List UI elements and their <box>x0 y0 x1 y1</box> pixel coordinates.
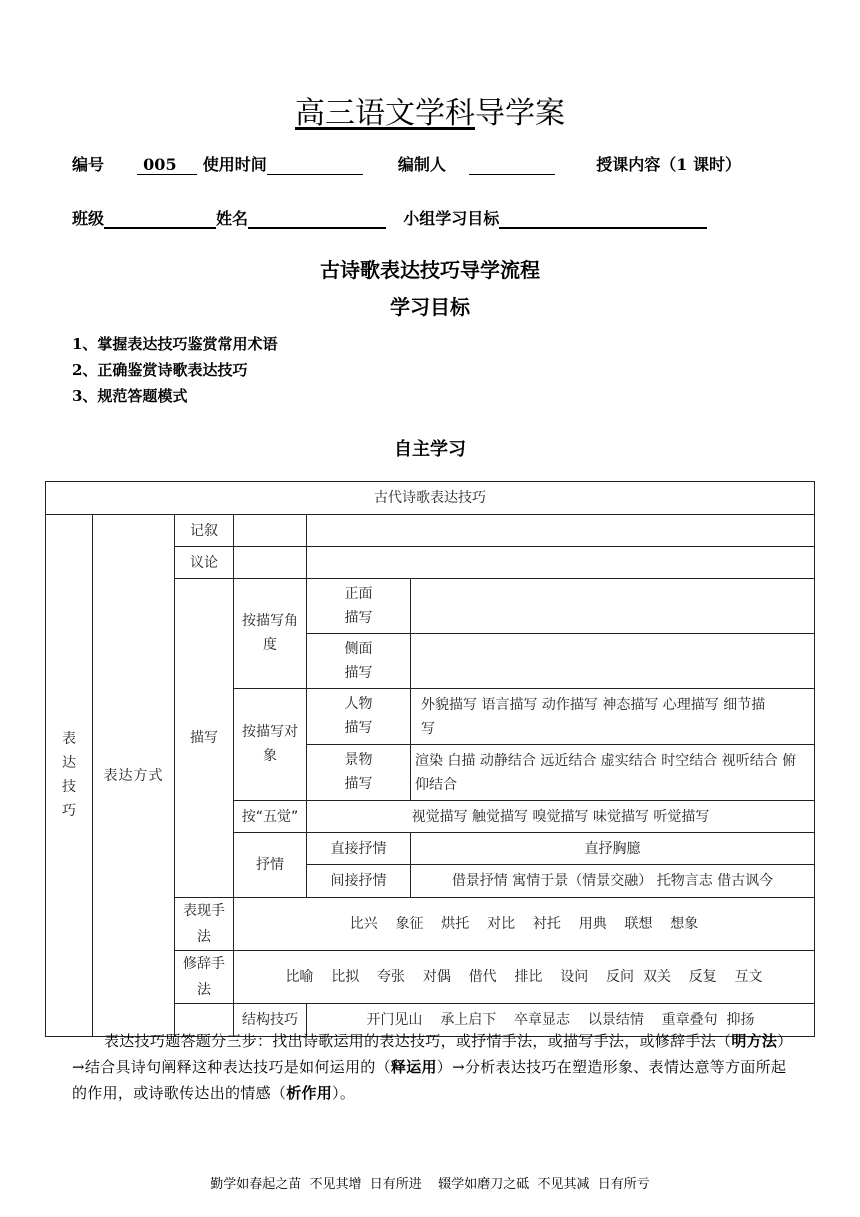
goal-item: 3、规范答题模式 <box>72 387 188 405</box>
title-rest: 导学案 <box>475 96 565 131</box>
title-underlined: 高三语文学科 <box>295 96 475 131</box>
class-label: 班级 <box>72 209 105 228</box>
number-value: 005 <box>137 155 197 175</box>
narration-cell: 记叙 <box>175 515 234 547</box>
paragraph-keyword: 释运用 <box>390 1058 437 1076</box>
character-desc-content: 外貌描写 语言描写 动作描写 神态描写 心理描写 细节描写 <box>411 689 815 745</box>
time-label: 使用时间 <box>202 155 267 174</box>
goal-item: 1、掌握表达技巧鉴赏常用术语 <box>72 335 278 353</box>
structure-content: 开门见山 承上启下 卒章显志 以景结情 重章叠句 抑扬 <box>307 1004 815 1037</box>
expression-techniques-cell: 表现手法 <box>175 898 234 951</box>
scenery-desc-content: 渲染 白描 动静结合 远近结合 虚实结合 时空结合 视听结合 俯仰结合 <box>411 745 815 801</box>
number-label: 编号 <box>72 155 105 174</box>
direct-lyric-content: 直抒胸臆 <box>411 833 815 865</box>
lyric-cell: 抒情 <box>234 833 307 898</box>
paragraph-keyword: 明方法 <box>731 1032 778 1050</box>
name-label: 姓名 <box>216 209 249 228</box>
direct-lyric-cell: 直接抒情 <box>307 833 411 865</box>
rhetoric-content: 比喻 比拟 夸张 对偶 借代 排比 设问 反问 双关 反复 互文 <box>234 951 815 1004</box>
by-object-label: 按描写对象 <box>242 724 298 764</box>
indirect-lyric-content: 借景抒情 寓情于景（情景交融） 托物言志 借古讽今 <box>411 865 815 898</box>
by-angle-cell <box>234 579 307 689</box>
time-blank[interactable] <box>267 156 363 175</box>
front-desc-content <box>411 579 815 634</box>
front-desc-label: 正面描写 <box>344 585 373 626</box>
editor-blank[interactable] <box>469 156 555 175</box>
scenery-desc-label: 景物描写 <box>344 752 373 792</box>
paragraph-text: 表达技巧题答题分三步：找出诗歌运用的表达技巧，或抒情手法，或描写手法，或修辞手法（ <box>104 1032 732 1050</box>
page-title <box>0 88 860 132</box>
root-label: 表达技巧 <box>62 731 76 819</box>
side-desc-content <box>411 634 815 689</box>
name-blank[interactable] <box>248 209 386 229</box>
meta-line-1 <box>72 152 741 175</box>
paragraph-text: ）。 <box>332 1084 356 1102</box>
goal-item: 2、正确鉴赏诗歌表达技巧 <box>72 361 248 379</box>
table-header: 古代诗歌表达技巧 <box>46 482 815 515</box>
paragraph-keyword: 析作用 <box>286 1084 333 1102</box>
rhetoric-cell: 修辞手法 <box>175 951 234 1004</box>
by-object-cell <box>234 689 307 801</box>
root-cell <box>46 515 93 1037</box>
scenery-desc-cell <box>307 745 411 801</box>
self-study-heading: 自主学习 <box>394 439 466 460</box>
by-angle-label: 按描写角度 <box>242 613 298 653</box>
goals-heading: 学习目标 <box>390 295 470 319</box>
front-desc-cell <box>307 579 411 634</box>
side-desc-cell <box>307 634 411 689</box>
five-senses-content: 视觉描写 触觉描写 嗅觉描写 味觉描写 听觉描写 <box>307 801 815 833</box>
side-desc-label: 侧面描写 <box>344 640 373 681</box>
editor-label: 编制人 <box>397 155 446 174</box>
content-label: 授课内容（1 课时） <box>596 155 741 174</box>
character-desc-label: 人物描写 <box>344 696 373 736</box>
five-senses-cell: 按“五觉” <box>234 801 307 833</box>
structure-cell: 结构技巧 <box>234 1004 307 1037</box>
group-label: 小组学习目标 <box>403 209 500 228</box>
expression-techniques-content: 比兴 象征 烘托 对比 衬托 用典 联想 想象 <box>234 898 815 951</box>
description-cell: 描写 <box>175 579 234 898</box>
answer-method-paragraph <box>72 1028 790 1106</box>
expression-methods-cell: 表达方式 <box>93 515 175 1037</box>
meta-line-2 <box>72 206 707 229</box>
narration-blank <box>234 515 307 547</box>
argument-blank <box>234 547 307 579</box>
techniques-table <box>45 481 815 1037</box>
argument-content <box>307 547 815 579</box>
paragraph-text: ）→结合具诗句阐释这种表达技巧是如何运用的（ <box>72 1032 786 1076</box>
indirect-lyric-cell: 间接抒情 <box>307 865 411 898</box>
argument-cell: 议论 <box>175 547 234 579</box>
character-desc-cell <box>307 689 411 745</box>
paragraph-text: ）→分析表达技巧在塑造形象、表情达意等方面所起的作用，或诗歌传达出的情感（ <box>72 1058 787 1102</box>
class-blank[interactable] <box>104 209 216 229</box>
flow-title: 古诗歌表达技巧导学流程 <box>320 258 540 282</box>
narration-content <box>307 515 815 547</box>
group-blank[interactable] <box>499 209 707 229</box>
footer-motto: 勤学如春起之苗 不见其增 日有所进 辍学如磨刀之砥 不见其减 日有所亏 <box>210 1177 650 1192</box>
